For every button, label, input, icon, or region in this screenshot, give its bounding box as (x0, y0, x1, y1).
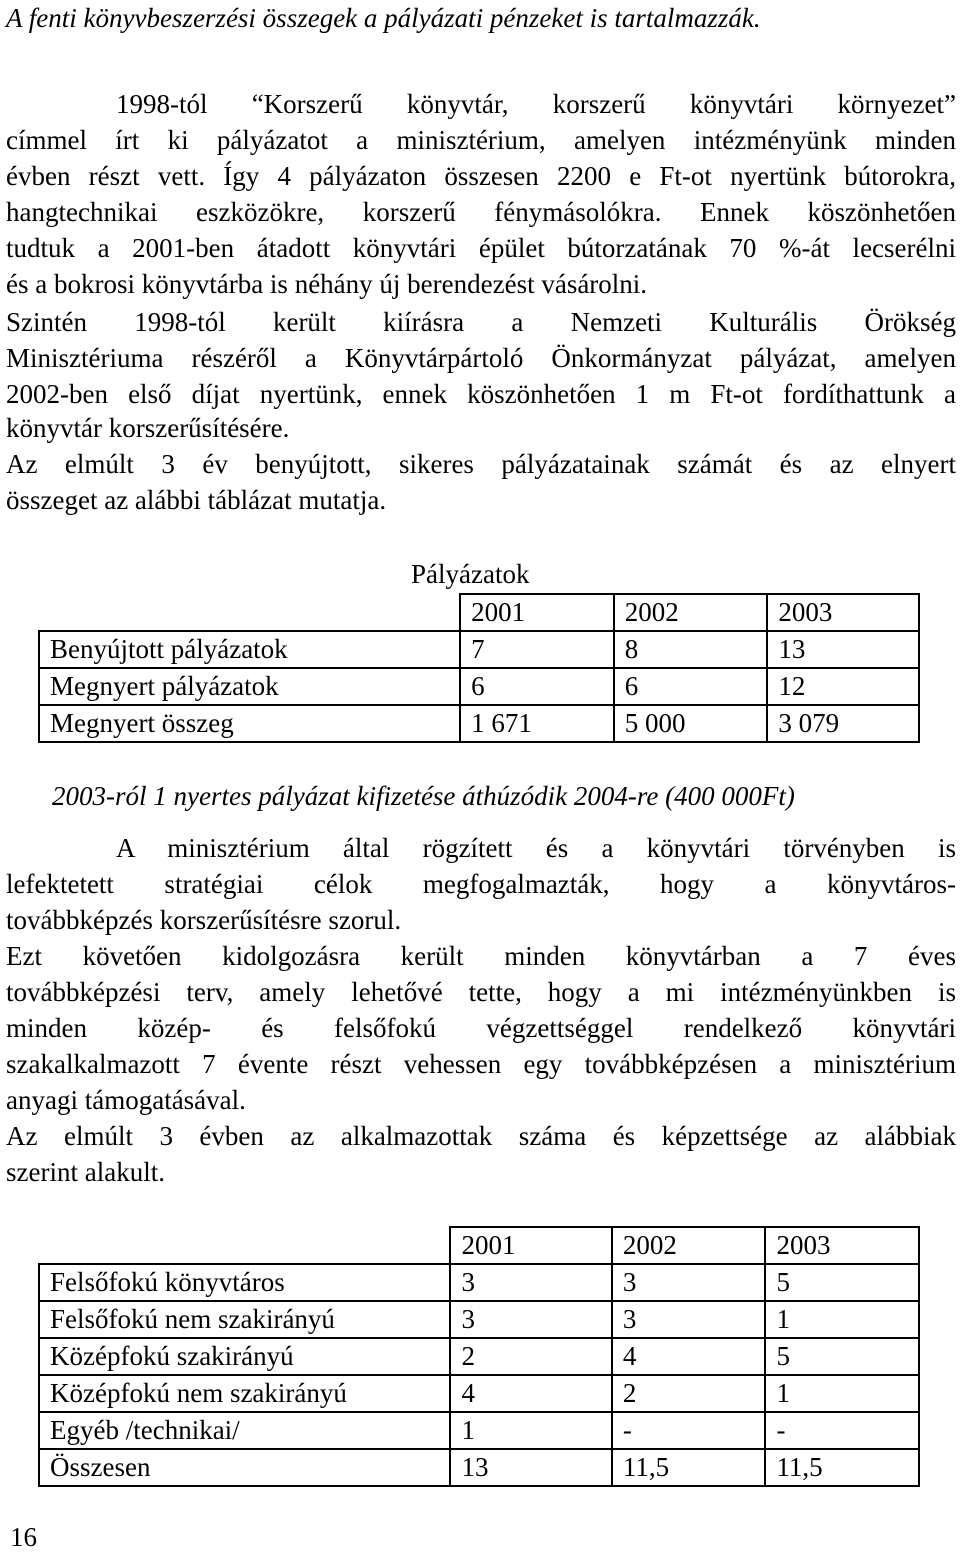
table-row (39, 1412, 919, 1449)
table-row (39, 668, 919, 705)
page-number: 16 (10, 1522, 37, 1552)
table-cell: 4 (450, 1375, 611, 1412)
row-label: Összesen (39, 1449, 450, 1486)
table-header-row (39, 1227, 919, 1264)
table-row (39, 1264, 919, 1301)
table-cell: 5 000 (614, 705, 768, 742)
table-cell: 1 (765, 1375, 919, 1412)
staff-table (38, 1226, 920, 1487)
paragraph-line: és a bokrosi könyvtárba is néhány új berendezést vásárolni. (6, 269, 648, 299)
table-cell: 5 (765, 1338, 919, 1375)
table-cell: 3 (612, 1301, 766, 1338)
paragraph-line: szerint alakult. (6, 1157, 165, 1187)
table-cell: 3 079 (767, 705, 919, 742)
table-cell: 7 (460, 631, 614, 668)
paragraph-line: továbbképzési terv, amely lehetővé tette, hogy a mi intézményünkben is (6, 977, 956, 1007)
table-row (39, 705, 919, 742)
row-label: Benyújtott pályázatok (39, 631, 460, 668)
table-cell: 6 (614, 668, 768, 705)
table-cell: 6 (460, 668, 614, 705)
table-cell: 2 (612, 1375, 766, 1412)
table-row (39, 1375, 919, 1412)
paragraph-line: Ezt követően kidolgozásra került minden könyvtárban a 7 éves (6, 941, 956, 971)
paragraph-line: szakalkalmazott 7 évente részt vehessen egy továbbképzésen a minisztérium (6, 1049, 956, 1079)
row-label: Megnyert összeg (39, 705, 460, 742)
table-cell: - (612, 1412, 766, 1449)
table-cell: 3 (450, 1264, 611, 1301)
table-cell: 12 (767, 668, 919, 705)
paragraph-line: címmel írt ki pályázatot a minisztérium, amelyen intézményünk minden (6, 125, 956, 155)
row-label: Felsőfokú könyvtáros (39, 1264, 450, 1301)
header-cell: 2002 (614, 594, 768, 631)
paragraph-line: A minisztérium által rögzített és a könyvtári törvényben is (116, 833, 956, 863)
paragraph-line: tudtuk a 2001-ben átadott könyvtári épület bútorzatának 70 %-át lecserélni (6, 233, 956, 263)
applications-table (38, 593, 920, 743)
row-label: Középfokú nem szakirányú (39, 1375, 450, 1412)
header-cell: 2003 (765, 1227, 919, 1264)
table-header-row (39, 594, 919, 631)
table-note: 2003-ról 1 nyertes pályázat kifizetése áthúzódik 2004-re (400 000Ft) (52, 781, 795, 811)
row-label: Középfokú szakirányú (39, 1338, 450, 1375)
paragraph-line: Az elmúlt 3 év benyújtott, sikeres pályázatainak számát és az elnyert (6, 449, 956, 479)
table-caption: Pályázatok (411, 559, 530, 589)
paragraph-line: Minisztériuma részéről a Könyvtárpártoló Önkormányzat pályázat, amelyen (6, 343, 956, 373)
table-cell: - (765, 1412, 919, 1449)
row-label: Megnyert pályázatok (39, 668, 460, 705)
table-cell: 1 671 (460, 705, 614, 742)
paragraph-line: minden közép- és felsőfokú végzettséggel rendelkező könyvtári (6, 1013, 956, 1043)
row-label: Felsőfokú nem szakirányú (39, 1301, 450, 1338)
header-cell: 2001 (450, 1227, 611, 1264)
paragraph-line: Az elmúlt 3 évben az alkalmazottak száma és képzettsége az alábbiak (6, 1121, 956, 1151)
header-cell: 2003 (767, 594, 919, 631)
paragraph-line: hangtechnikai eszközökre, korszerű fénymásolókra. Ennek köszönhetően (6, 197, 956, 227)
table-corner-cell (39, 1227, 450, 1264)
table-cell: 2 (450, 1338, 611, 1375)
paragraph-line: összeget az alábbi táblázat mutatja. (6, 485, 387, 515)
paragraph-line: 2002-ben első díjat nyertünk, ennek köszönhetően 1 m Ft-ot fordíthattunk a (6, 379, 956, 409)
paragraph-line: 1998-tól “Korszerű könyvtár, korszerű könyvtári környezet” (116, 89, 956, 119)
table-cell: 1 (765, 1301, 919, 1338)
paragraph-line: továbbképzés korszerűsítésre szorul. (6, 905, 402, 935)
paragraph-line: Szintén 1998-tól került kiírásra a Nemzeti Kulturális Örökség (6, 307, 956, 337)
paragraph-line: anyagi támogatásával. (6, 1085, 246, 1115)
row-label: Egyéb /technikai/ (39, 1412, 450, 1449)
paragraph-line: könyvtár korszerűsítésére. (6, 413, 290, 443)
table-row (39, 1338, 919, 1375)
table-row (39, 631, 919, 668)
table-cell: 13 (450, 1449, 611, 1486)
paragraph-line: lefektetett stratégiai célok megfogalmazták, hogy a könyvtáros- (6, 869, 956, 899)
intro-italic-line: A fenti könyvbeszerzési összegek a pályázati pénzeket is tartalmazzák. (6, 3, 761, 33)
table-cell: 3 (450, 1301, 611, 1338)
table-cell: 1 (450, 1412, 611, 1449)
table-cell: 4 (612, 1338, 766, 1375)
table-row (39, 1301, 919, 1338)
paragraph-line: évben részt vett. Így 4 pályázaton összesen 2200 e Ft-ot nyertünk bútorokra, (6, 161, 956, 191)
table-cell: 5 (765, 1264, 919, 1301)
table-cell: 8 (614, 631, 768, 668)
table-cell: 13 (767, 631, 919, 668)
table-row (39, 1449, 919, 1486)
header-cell: 2002 (612, 1227, 766, 1264)
table-corner-cell (39, 594, 460, 631)
table-cell: 3 (612, 1264, 766, 1301)
header-cell: 2001 (460, 594, 614, 631)
table-cell: 11,5 (765, 1449, 919, 1486)
table-cell: 11,5 (612, 1449, 766, 1486)
